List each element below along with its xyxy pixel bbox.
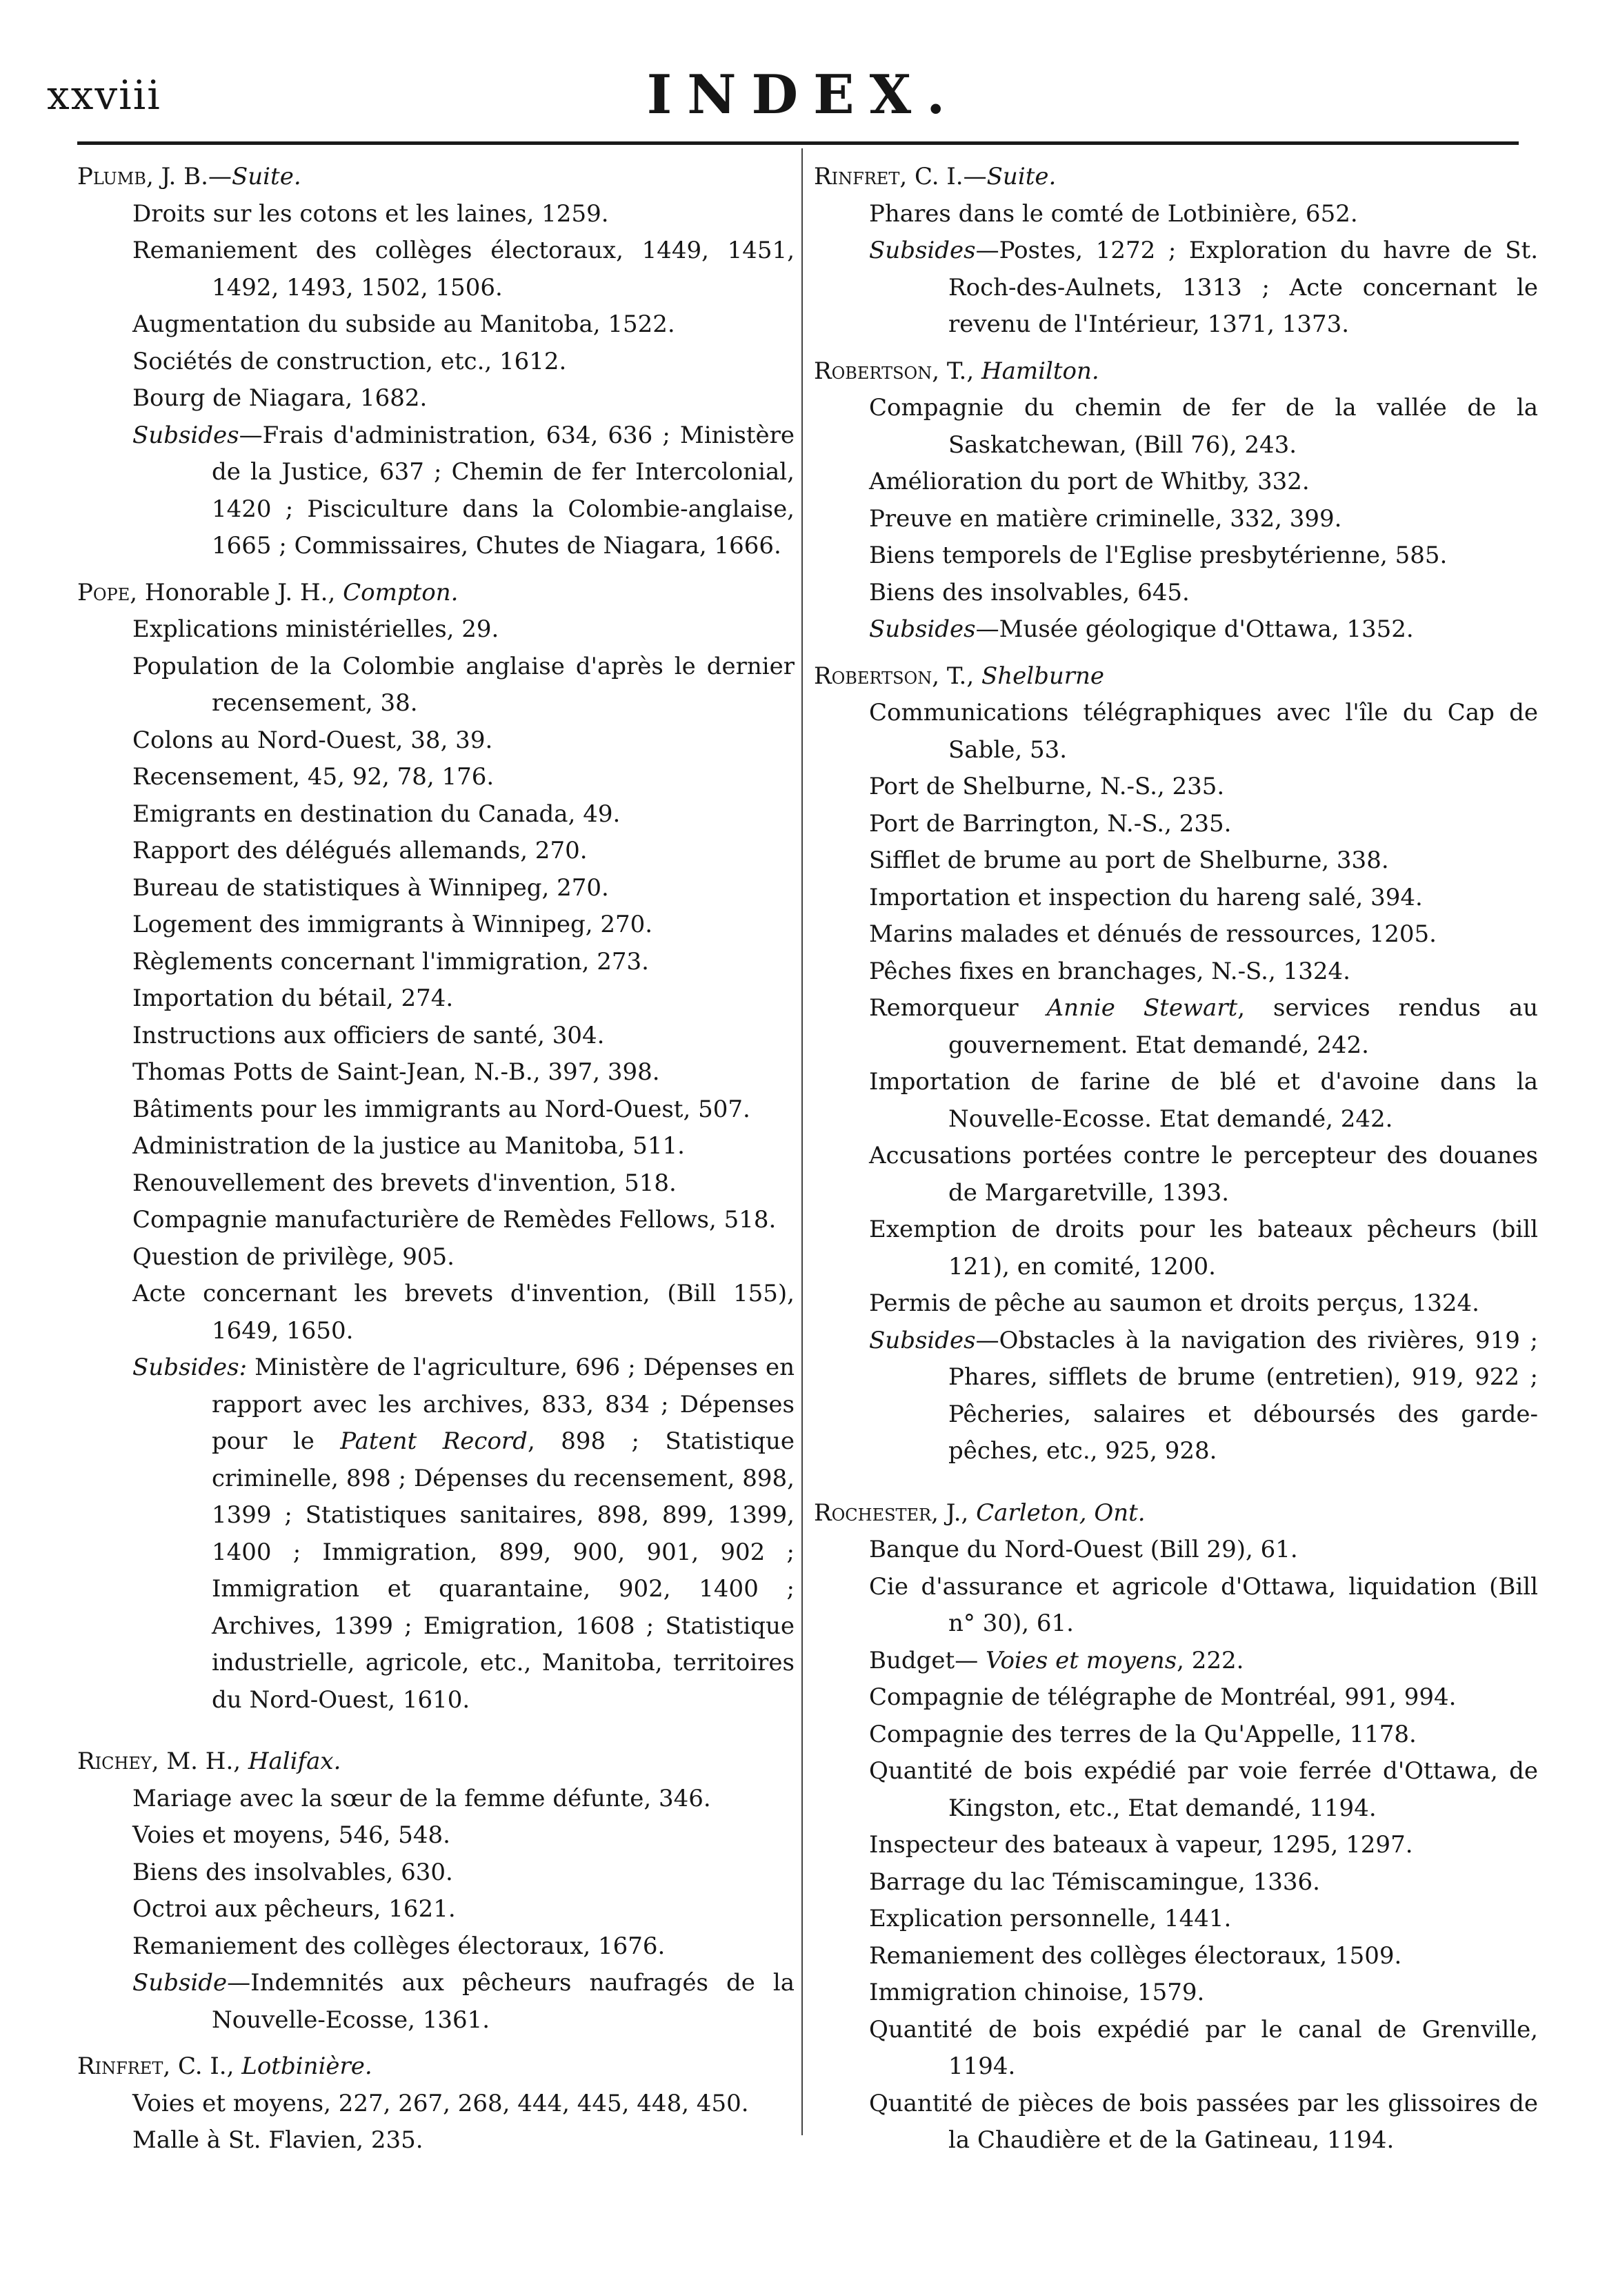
entry-item: Bourg de Niagara, 1682. [132, 384, 428, 412]
entry-item: Sociétés de construction, etc., 1612. [132, 347, 567, 375]
entry-item: Remaniement des collèges électoraux, 1449, 1451, 1492, 1493, 1502, 1506. [132, 237, 795, 301]
entry-item: Exemption de droits pour les bateaux pêcheurs (bill 121), en comité, 1200. [869, 1216, 1538, 1280]
entry-item: Rapport des délégués allemands, 270. [132, 837, 588, 864]
entry-item: Biens des insolvables, 630. [132, 1858, 453, 1886]
entry-subsides: Subsides—Musée géologique d'Ottawa, 1352. [869, 615, 1414, 643]
entry-name: Richey [77, 1748, 152, 1775]
entry-place: Hamilton. [981, 357, 1099, 385]
entry-item: Remaniement des collèges électoraux, 1509. [869, 1941, 1402, 1970]
entry-heading: Robertson, T., Shelburne [814, 662, 1105, 690]
entry-item: Bâtiments pour les immigrants au Nord-Ouest, 507. [132, 1095, 750, 1123]
entry-subsides: Subsides—Frais d'administration, 634, 636 ; Ministère de la Justice, 637 ; Chemin de fer Intercolonial, 1420 ; Pisciculture dans la Colombie-anglaise, 1665 ; Commissaires, Chutes de Niagara, 1666. [132, 421, 795, 560]
entry-heading: Rinfret, C. I.—Suite. [814, 163, 1057, 190]
entry-place: Carleton, Ont. [976, 1498, 1146, 1527]
entry-item: Pêches fixes en branchages, N.-S., 1324. [869, 957, 1350, 985]
entry-item: Port de Shelburne, N.-S., 235. [869, 773, 1225, 800]
entry-item: Inspecteur des bateaux à vapeur, 1295, 1297. [869, 1831, 1413, 1859]
index-entry-rinfret-suite [814, 159, 1538, 344]
entry-item: Compagnie de télégraphe de Montréal, 991, 994. [869, 1683, 1457, 1711]
index-entry-rochester [814, 1495, 1538, 2159]
entry-item: Permis de pêche au saumon et droits perçus, 1324. [869, 1289, 1479, 1317]
entry-item: Accusations portées contre le percepteur des douanes de Margaretville, 1393. [869, 1142, 1538, 1207]
entry-place: Shelburne [981, 662, 1105, 690]
entry-item: Importation et inspection du hareng salé, 394. [869, 883, 1423, 911]
right-column [814, 159, 1538, 2169]
entry-place: Halifax. [248, 1748, 341, 1775]
page-header [0, 0, 1607, 152]
entry-item: Compagnie du chemin de fer de la vallée de la Saskatchewan, (Bill 76), 243. [869, 394, 1538, 459]
entry-subsides: Subside—Indemnités aux pêcheurs naufragés de la Nouvelle-Ecosse, 1361. [132, 1969, 795, 2034]
entry-item: Explication personnelle, 1441. [869, 1905, 1232, 1932]
entry-item: Compagnie manufacturière de Remèdes Fellows, 518. [132, 1206, 777, 1234]
entry-name: Robertson [814, 662, 932, 690]
entry-item: Marins malades et dénués de ressources, 1205. [869, 920, 1437, 948]
entry-item: Octroi aux pêcheurs, 1621. [132, 1895, 456, 1923]
entry-item: Remaniement des collèges électoraux, 1676. [132, 1932, 666, 1960]
entry-item: Emigrants en destination du Canada, 49. [132, 800, 621, 828]
entry-item: Preuve en matière criminelle, 332, 399. [869, 504, 1342, 533]
index-entry-rinfret [77, 2048, 795, 2159]
entry-item: Explications ministérielles, 29. [132, 615, 499, 643]
entry-heading: Plumb, J. B.—Suite. [77, 163, 301, 190]
header-rule [77, 141, 1519, 145]
entry-item: Mariage avec la sœur de la femme défunte, 346. [132, 1784, 711, 1812]
entry-name: Rinfret [814, 163, 900, 190]
entry-item: Population de la Colombie anglaise d'après le dernier recensement, 38. [132, 652, 795, 717]
entry-subsides: Subsides—Postes, 1272 ; Exploration du havre de St. Roch-des-Aulnets, 1313 ; Acte concernant le revenu de l'Intérieur, 1371, 1373. [869, 237, 1538, 338]
entry-item: Port de Barrington, N.-S., 235. [869, 809, 1232, 838]
entry-name: Plumb [77, 163, 146, 190]
entry-item: Biens temporels de l'Eglise presbytérienne, 585. [869, 542, 1448, 569]
entry-item: Compagnie des terres de la Qu'Appelle, 1178. [869, 1720, 1417, 1748]
entry-item: Quantité de pièces de bois passées par les glissoires de la Chaudière et de la Gatineau, 1194. [869, 2089, 1538, 2154]
entry-subsides: Subsides: Ministère de l'agriculture, 696 ; Dépenses en rapport avec les archives, 833, 834 ; Dépenses pour le Patent Record, 898 ; Statistique criminelle, 898 ; Dépenses du recensement, 898, 1399 ; Statistiques sanitaires, 898, 899, 1399, 1400 ; Immigration, 899, 900, 901, 902 ; Immigration et quarantaine, 902, 1400 ; Archives, 1399 ; Emigration, 1608 ; Statistique industrielle, agricole, etc., Manitoba, territoires du Nord-Ouest, 1610. [132, 1354, 795, 1714]
entry-item: Thomas Potts de Saint-Jean, N.-B., 397, 398. [132, 1058, 660, 1086]
entry-item: Recensement, 45, 92, 78, 176. [132, 763, 495, 791]
entry-item: Acte concernant les brevets d'invention, (Bill 155), 1649, 1650. [132, 1280, 795, 1345]
entry-item: Immigration chinoise, 1579. [869, 1979, 1205, 2006]
entry-item: Administration de la justice au Manitoba, 511. [132, 1132, 685, 1160]
index-entry-pope [77, 575, 795, 1719]
index-entry-robertson-shelburne [814, 658, 1538, 1470]
entry-item: Renouvellement des brevets d'invention, 518. [132, 1169, 677, 1197]
entry-item: Communications télégraphiques avec l'île du Cap de Sable, 53. [869, 699, 1538, 764]
entry-heading: Pope, Honorable J. H., Compton. [77, 578, 459, 606]
index-entry-richey [77, 1743, 795, 2039]
entry-item: Droits sur les cotons et les laines, 1259. [132, 199, 609, 228]
entry-item: Quantité de bois expédié par le canal de Grenville, 1194. [869, 2015, 1538, 2080]
entry-item: Règlements concernant l'immigration, 273. [132, 947, 649, 976]
entry-place: Lotbinière. [241, 2052, 372, 2080]
entry-heading: Rochester, J., Carleton, Ont. [814, 1498, 1146, 1527]
column-divider [801, 148, 803, 2135]
index-entry-plumb [77, 159, 795, 565]
entry-name: Pope [77, 578, 130, 606]
entry-item: Barrage du lac Témiscamingue, 1336. [869, 1868, 1320, 1896]
entry-item: Importation de farine de blé et d'avoine dans la Nouvelle-Ecosse. Etat demandé, 242. [869, 1068, 1538, 1133]
entry-subsides: Subsides—Obstacles à la navigation des rivières, 919 ; Phares, sifflets de brume (entretien), 919, 922 ; Pêcheries, salaires et déboursés des garde-pêches, etc., 925, 928. [869, 1326, 1538, 1465]
entry-item: Sifflet de brume au port de Shelburne, 338. [869, 847, 1389, 874]
entry-item: Voies et moyens, 546, 548. [132, 1821, 450, 1849]
entry-item: Importation du bétail, 274. [132, 984, 454, 1012]
entry-item: Voies et moyens, 227, 267, 268, 444, 445, 448, 450. [132, 2089, 749, 2117]
entry-heading: Richey, M. H., Halifax. [77, 1748, 341, 1775]
entry-item: Malle à St. Flavien, 235. [132, 2126, 423, 2154]
entry-item: Question de privilège, 905. [132, 1243, 455, 1271]
entry-name: Robertson [814, 357, 932, 385]
entry-item: Quantité de bois expédié par voie ferrée d'Ottawa, de Kingston, etc., Etat demandé, 1194. [869, 1757, 1538, 1822]
page-number: xxviii [47, 72, 161, 119]
page-title: INDEX. [646, 63, 961, 126]
entry-item: Remorqueur Annie Stewart, services rendus au gouvernement. Etat demandé, 242. [869, 994, 1538, 1059]
entry-place: Compton. [343, 578, 459, 606]
entry-item: Instructions aux officiers de santé, 304. [132, 1021, 605, 1049]
entry-item: Bureau de statistiques à Winnipeg, 270. [132, 873, 609, 902]
left-column [77, 159, 795, 2169]
entry-item: Phares dans le comté de Lotbinière, 652. [869, 199, 1358, 228]
entry-item: Logement des immigrants à Winnipeg, 270. [132, 911, 653, 938]
entry-name: Rinfret [77, 2052, 163, 2080]
entry-item: Biens des insolvables, 645. [869, 578, 1190, 606]
entry-place: Suite. [231, 163, 301, 190]
entry-place: Suite. [986, 163, 1057, 190]
entry-heading: Rinfret, C. I., Lotbinière. [77, 2052, 372, 2080]
entry-name: Rochester [814, 1498, 932, 1527]
entry-item: Augmentation du subside au Manitoba, 1522. [132, 310, 675, 338]
entry-item: Budget— Voies et moyens, 222. [869, 1646, 1244, 1674]
entry-item: Cie d'assurance et agricole d'Ottawa, liquidation (Bill n° 30), 61. [869, 1572, 1538, 1637]
entry-item: Amélioration du port de Whitby, 332. [869, 468, 1310, 495]
entry-heading: Robertson, T., Hamilton. [814, 357, 1099, 385]
entry-item: Colons au Nord-Ouest, 38, 39. [132, 726, 493, 754]
index-entry-robertson-hamilton [814, 353, 1538, 649]
entry-item: Banque du Nord-Ouest (Bill 29), 61. [869, 1536, 1298, 1563]
